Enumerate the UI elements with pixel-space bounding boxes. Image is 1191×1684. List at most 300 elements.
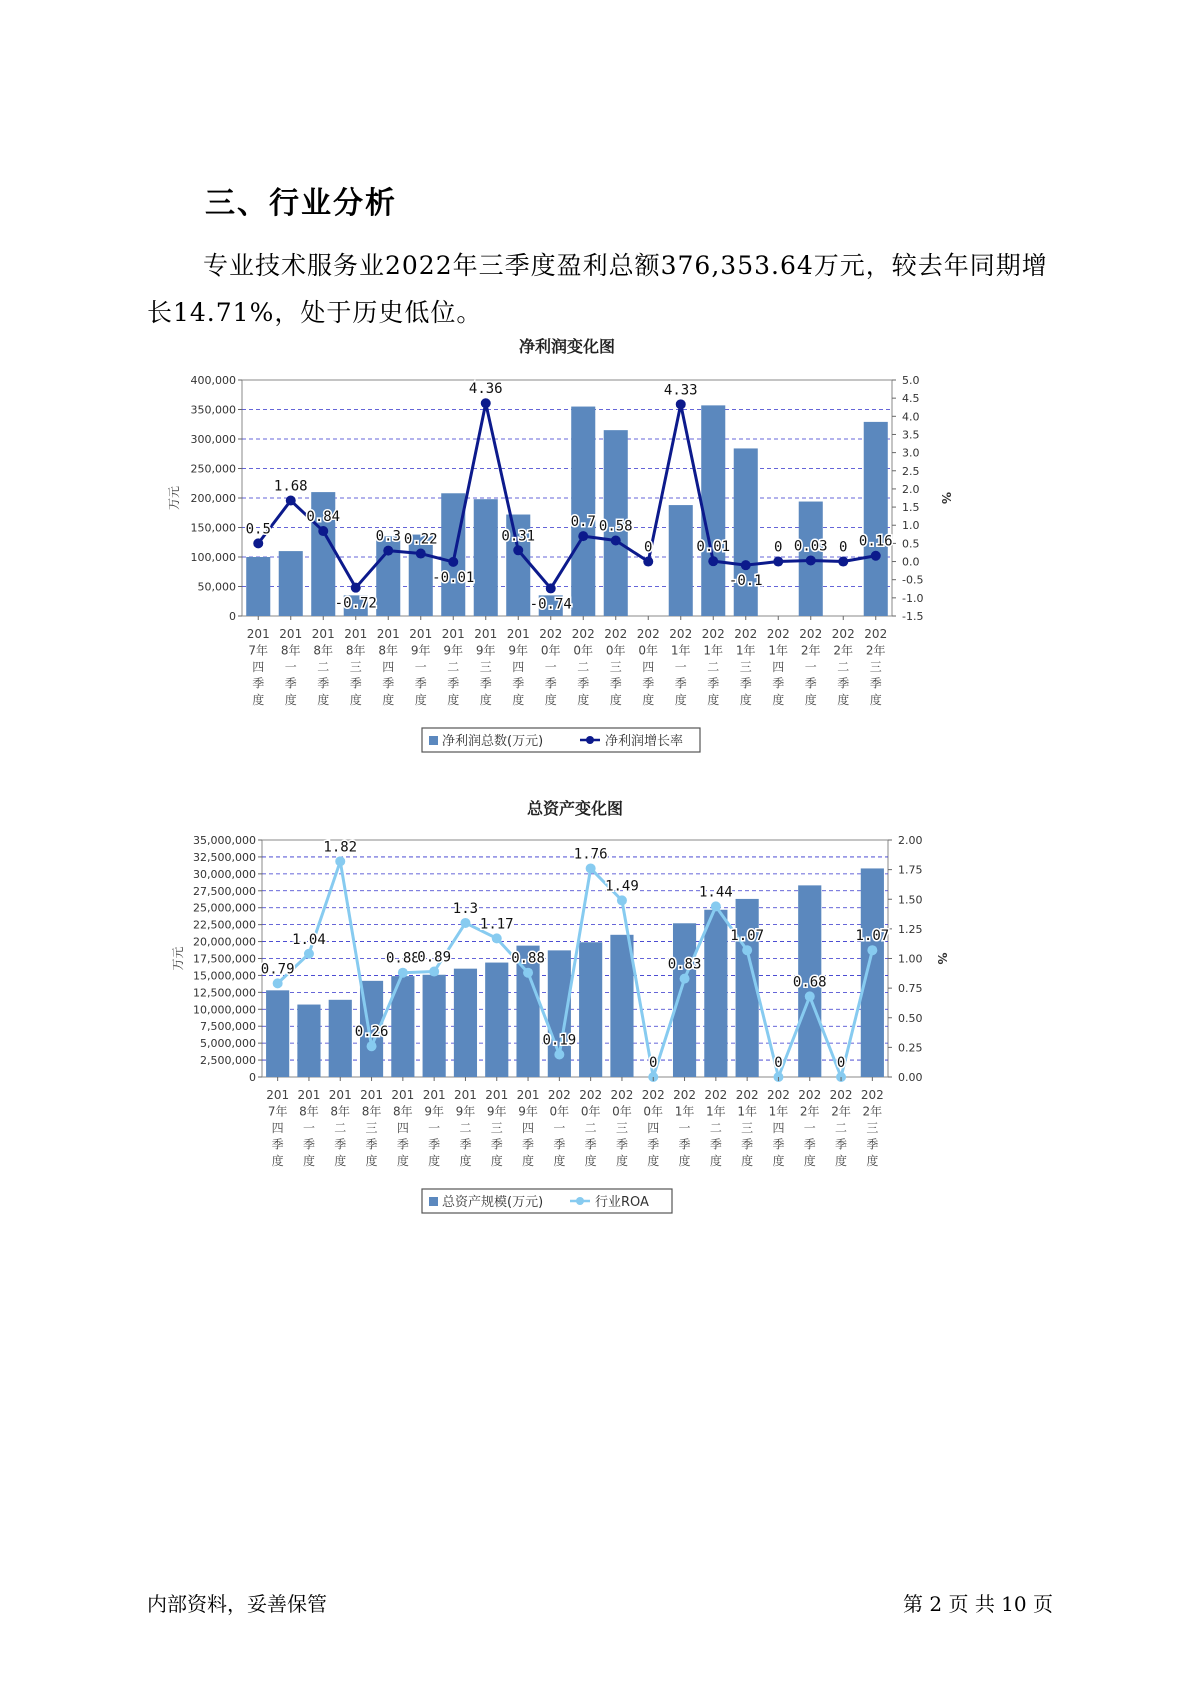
data-label: 4.36 xyxy=(468,381,503,398)
x-axis-tick-label: 季 xyxy=(382,676,395,691)
x-axis-tick-label: 201 xyxy=(360,1088,384,1102)
x-axis-tick-label: 度 xyxy=(741,1154,754,1168)
x-axis-tick-label: 1年 xyxy=(735,643,756,658)
x-axis-tick-label: 8年 xyxy=(330,1104,351,1119)
x-axis-tick-label: 度 xyxy=(365,1154,378,1168)
line-point xyxy=(481,398,491,408)
line-point xyxy=(351,583,361,593)
x-axis-tick-label: 202 xyxy=(829,1088,853,1102)
x-axis-tick-label: 季 xyxy=(459,1137,472,1152)
x-axis-tick-label: 201 xyxy=(506,627,530,641)
x-axis-tick-label: 四 xyxy=(271,1121,284,1135)
legend-bar-swatch xyxy=(429,1197,438,1206)
x-axis-tick-label: 一 xyxy=(553,1121,566,1135)
x-axis-tick-label: 季 xyxy=(772,676,785,691)
line-point xyxy=(304,949,314,959)
x-axis-tick-label: 季 xyxy=(490,1137,503,1152)
right-axis-tick-label: 0.75 xyxy=(898,982,923,996)
x-axis-tick-label: 202 xyxy=(610,1088,634,1102)
left-axis-tick-label: 250,000 xyxy=(190,462,236,476)
x-axis-tick-label: 二 xyxy=(709,1121,722,1135)
x-axis-tick-label: 三 xyxy=(741,1121,754,1135)
x-axis-tick-label: 三 xyxy=(479,660,492,674)
x-axis-tick-label: 季 xyxy=(334,1137,347,1152)
data-label: 1.3 xyxy=(452,900,479,917)
line-point xyxy=(805,991,815,1001)
x-axis-tick-label: 季 xyxy=(835,1137,848,1152)
data-label: 1.17 xyxy=(479,916,514,933)
line-point xyxy=(273,978,283,988)
line-point xyxy=(513,545,523,555)
right-axis-tick-label: 1.75 xyxy=(898,863,923,877)
x-axis-tick-label: 度 xyxy=(334,1154,347,1168)
line-point xyxy=(708,556,718,566)
right-axis-tick-label: 0.0 xyxy=(902,555,920,569)
left-axis-tick-label: 400,000 xyxy=(190,374,236,387)
right-axis-tick-label: 3.0 xyxy=(902,446,920,460)
x-axis-tick-label: 季 xyxy=(804,676,817,691)
data-label: 0.7 xyxy=(570,514,596,531)
line-point xyxy=(586,863,596,873)
x-axis-tick-label: 四 xyxy=(772,1121,785,1135)
x-axis-tick-label: 季 xyxy=(709,1137,722,1152)
x-axis-tick-label: 201 xyxy=(409,627,433,641)
x-axis-tick-label: 季 xyxy=(284,676,297,691)
x-axis-tick-label: 201 xyxy=(474,627,498,641)
right-axis-title: % xyxy=(939,491,953,505)
bar xyxy=(266,990,289,1077)
right-axis-tick-label: 0.25 xyxy=(898,1041,923,1055)
data-label: 0.88 xyxy=(385,950,420,967)
total-assets-chart-svg xyxy=(170,790,970,1235)
left-axis-tick-label: 200,000 xyxy=(190,492,236,505)
right-axis-title: % xyxy=(935,952,949,965)
line-point xyxy=(867,945,877,955)
bar xyxy=(485,963,508,1077)
left-axis-tick-label: 350,000 xyxy=(190,403,236,417)
left-axis-tick-label: 7,500,000 xyxy=(200,1020,256,1034)
left-axis-tick-label: 32,500,000 xyxy=(193,850,256,864)
right-axis-tick-label: -0.5 xyxy=(902,573,924,587)
x-axis-tick-label: 9年 xyxy=(443,643,464,658)
footer-page-number: 第 2 页 共 10 页 xyxy=(903,1592,1053,1616)
x-axis-tick-label: 201 xyxy=(279,627,303,641)
bar xyxy=(246,557,270,616)
x-axis-tick-label: 四 xyxy=(522,1121,535,1135)
total-assets-chart xyxy=(170,790,970,1235)
x-axis-tick-label: 8年 xyxy=(393,1104,413,1119)
x-axis-tick-label: 度 xyxy=(835,1154,848,1168)
x-axis-tick-label: 四 xyxy=(396,1121,409,1135)
x-axis-tick-label: 季 xyxy=(252,676,265,691)
x-axis-tick-label: 季 xyxy=(642,676,655,691)
line-point xyxy=(643,557,653,567)
x-axis-tick-label: 202 xyxy=(539,627,563,641)
x-axis-tick-label: 四 xyxy=(382,660,395,674)
data-label: -0.01 xyxy=(432,569,475,586)
data-label: -0.74 xyxy=(529,596,572,613)
data-label: 0.88 xyxy=(511,950,545,967)
x-axis-tick-label: 202 xyxy=(864,627,888,641)
data-label: 0 xyxy=(774,539,783,556)
x-axis-tick-label: 度 xyxy=(553,1154,566,1168)
x-axis-tick-label: 8年 xyxy=(378,643,399,658)
x-axis-tick-label: 202 xyxy=(766,1088,790,1102)
data-label: 0.58 xyxy=(598,518,633,535)
legend-bar-label: 净利润总数(万元) xyxy=(442,734,544,749)
x-axis-tick-label: 7年 xyxy=(267,1104,288,1119)
x-axis-tick-label: 202 xyxy=(571,627,595,641)
line-point xyxy=(416,549,426,559)
line-point xyxy=(253,538,263,548)
x-axis-tick-label: 度 xyxy=(837,693,850,707)
x-axis-tick-label: 度 xyxy=(447,693,460,707)
x-axis-tick-label: 201 xyxy=(266,1088,290,1102)
x-axis-tick-label: 8年 xyxy=(280,643,301,658)
line-point xyxy=(578,531,588,541)
left-axis-tick-label: 5,000,000 xyxy=(200,1037,256,1051)
x-axis-tick-label: 二 xyxy=(334,1121,347,1135)
line-point xyxy=(838,557,848,567)
x-axis-tick-label: 202 xyxy=(766,627,790,641)
x-axis-tick-label: 度 xyxy=(349,693,362,707)
x-axis-tick-label: 201 xyxy=(311,627,335,641)
x-axis-tick-label: 度 xyxy=(804,693,817,707)
x-axis-tick-label: 季 xyxy=(678,1137,691,1152)
data-label: 1.49 xyxy=(605,878,639,895)
x-axis-tick-label: 度 xyxy=(869,693,882,707)
x-axis-tick-label: 一 xyxy=(428,1121,441,1135)
data-label: 0 xyxy=(774,1055,783,1071)
x-axis-tick-label: 9年 xyxy=(455,1104,476,1119)
x-axis-tick-label: 0年 xyxy=(612,1104,632,1119)
bar xyxy=(454,969,477,1077)
x-axis-tick-label: 季 xyxy=(647,1137,660,1152)
x-axis-tick-label: 度 xyxy=(678,1154,691,1168)
x-axis-tick-label: 202 xyxy=(701,627,725,641)
data-label: -0.72 xyxy=(334,595,377,612)
left-axis-title: 万元 xyxy=(167,485,181,511)
x-axis-tick-label: 季 xyxy=(707,676,720,691)
x-axis-tick-label: 季 xyxy=(803,1137,816,1152)
bar xyxy=(669,505,693,616)
chart-title: 净利润变化图 xyxy=(518,337,616,356)
left-axis-tick-label: 2,500,000 xyxy=(200,1054,256,1068)
x-axis-tick-label: 8年 xyxy=(299,1104,319,1119)
data-label: 1.76 xyxy=(573,846,608,863)
data-label: 0.3 xyxy=(375,528,401,545)
x-axis-tick-label: 201 xyxy=(297,1088,321,1102)
x-axis-tick-label: 季 xyxy=(317,676,330,691)
left-axis-tick-label: 22,500,000 xyxy=(193,918,256,932)
x-axis-tick-label: 201 xyxy=(453,1088,477,1102)
x-axis-tick-label: 三 xyxy=(615,1121,628,1135)
x-axis-tick-label: 季 xyxy=(544,676,557,691)
x-axis-tick-label: 二 xyxy=(577,660,590,674)
x-axis-tick-label: 度 xyxy=(772,693,785,707)
left-axis-tick-label: 300,000 xyxy=(190,433,236,446)
data-label: 4.33 xyxy=(663,382,698,399)
x-axis-tick-label: 度 xyxy=(512,693,525,707)
x-axis-tick-label: 季 xyxy=(414,676,427,691)
data-label: -0.1 xyxy=(728,573,763,590)
data-label: 0.5 xyxy=(245,521,271,538)
x-axis-tick-label: 1年 xyxy=(674,1104,695,1119)
x-axis-tick-label: 二 xyxy=(837,660,850,674)
x-axis-tick-label: 季 xyxy=(866,1137,879,1152)
data-label: 0 xyxy=(839,539,848,556)
x-axis-tick-label: 2年 xyxy=(799,1104,820,1119)
x-axis-tick-label: 度 xyxy=(642,693,655,707)
x-axis-tick-label: 202 xyxy=(831,627,855,641)
line-point xyxy=(367,1041,377,1051)
x-axis-tick-label: 季 xyxy=(447,676,460,691)
x-axis-tick-label: 四 xyxy=(512,660,525,674)
left-axis-tick-label: 50,000 xyxy=(197,580,236,594)
line-point xyxy=(383,546,393,556)
line-point xyxy=(286,496,296,506)
x-axis-tick-label: 季 xyxy=(365,1137,378,1152)
right-axis-tick-label: -1.5 xyxy=(902,610,924,623)
left-axis-tick-label: 0 xyxy=(249,1071,256,1084)
x-axis-tick-label: 201 xyxy=(441,627,465,641)
x-axis-tick-label: 二 xyxy=(459,1121,472,1135)
bar xyxy=(579,942,602,1077)
net-profit-chart-svg xyxy=(167,328,970,773)
x-axis-tick-label: 度 xyxy=(414,693,427,707)
x-axis-tick-label: 8年 xyxy=(345,643,366,658)
line-point xyxy=(448,557,458,567)
legend-bar-label: 总资产规模(万元) xyxy=(442,1195,544,1210)
bar xyxy=(610,935,633,1077)
line-point xyxy=(318,526,328,536)
data-label: 1.82 xyxy=(323,839,358,856)
x-axis-tick-label: 201 xyxy=(391,1088,415,1102)
x-axis-tick-label: 一 xyxy=(678,1121,691,1135)
legend-line-marker xyxy=(576,1197,584,1205)
x-axis-tick-label: 7年 xyxy=(248,643,269,658)
summary-paragraph: 专业技术服务业2022年三季度盈利总额376,353.64万元，较去年同期增长14.71%，处于历史低位。 xyxy=(147,251,1048,327)
x-axis-tick-label: 度 xyxy=(772,1154,785,1168)
left-axis-tick-label: 12,500,000 xyxy=(193,986,256,1000)
legend-line-label: 净利润增长率 xyxy=(605,734,684,749)
x-axis-tick-label: 三 xyxy=(739,660,752,674)
x-axis-tick-label: 201 xyxy=(376,627,400,641)
x-axis-tick-label: 201 xyxy=(344,627,368,641)
legend-line-marker xyxy=(586,736,594,744)
bar xyxy=(279,551,303,616)
x-axis-tick-label: 0年 xyxy=(549,1104,570,1119)
x-axis-tick-label: 季 xyxy=(428,1137,441,1152)
x-axis-tick-label: 201 xyxy=(246,627,270,641)
x-axis-tick-label: 201 xyxy=(485,1088,509,1102)
x-axis-tick-label: 季 xyxy=(577,676,590,691)
x-axis-tick-label: 三 xyxy=(349,660,362,674)
data-label: 1.68 xyxy=(273,478,308,495)
x-axis-tick-label: 季 xyxy=(479,676,492,691)
x-axis-tick-label: 度 xyxy=(479,693,492,707)
x-axis-tick-label: 2年 xyxy=(831,1104,851,1119)
x-axis-tick-label: 0年 xyxy=(643,1104,664,1119)
x-axis-tick-label: 度 xyxy=(284,693,297,707)
x-axis-tick-label: 度 xyxy=(577,693,590,707)
right-axis-tick-label: 1.5 xyxy=(902,501,920,515)
line-point xyxy=(335,856,345,866)
right-axis-tick-label: 1.0 xyxy=(902,519,920,533)
data-label: 0.68 xyxy=(792,974,827,991)
right-axis-tick-label: 4.5 xyxy=(902,392,920,406)
x-axis-tick-label: 季 xyxy=(869,676,882,691)
data-label: 0.22 xyxy=(403,531,438,548)
x-axis-tick-label: 度 xyxy=(271,1154,284,1168)
x-axis-tick-label: 202 xyxy=(798,1088,822,1102)
footer-confidential-note: 内部资料，妥善保管 xyxy=(147,1592,327,1616)
bar xyxy=(734,448,758,616)
right-axis-tick-label: 0.00 xyxy=(898,1071,923,1084)
left-axis-tick-label: 100,000 xyxy=(190,551,236,564)
data-label: 0 xyxy=(836,1055,846,1071)
x-axis-tick-label: 度 xyxy=(459,1154,472,1168)
line-point xyxy=(398,968,408,978)
left-axis-tick-label: 25,000,000 xyxy=(193,901,256,915)
x-axis-tick-label: 9年 xyxy=(486,1104,507,1119)
right-axis-tick-label: 1.50 xyxy=(898,893,923,907)
x-axis-tick-label: 9年 xyxy=(508,643,529,658)
right-axis-tick-label: 2.0 xyxy=(902,482,920,496)
x-axis-tick-label: 9年 xyxy=(410,643,431,658)
x-axis-tick-label: 一 xyxy=(284,660,297,674)
x-axis-tick-label: 季 xyxy=(512,676,525,691)
x-axis-tick-label: 1年 xyxy=(768,643,789,658)
line-point xyxy=(871,551,881,561)
x-axis-tick-label: 季 xyxy=(396,1137,409,1152)
x-axis-tick-label: 201 xyxy=(328,1088,352,1102)
x-axis-tick-label: 季 xyxy=(522,1137,535,1152)
x-axis-tick-label: 季 xyxy=(302,1137,315,1152)
line-point xyxy=(460,918,470,928)
x-axis-tick-label: 度 xyxy=(428,1154,441,1168)
x-axis-tick-label: 度 xyxy=(615,1154,628,1168)
x-axis-tick-label: 度 xyxy=(866,1154,879,1168)
left-axis-tick-label: 17,500,000 xyxy=(193,952,256,966)
net-profit-chart xyxy=(167,328,970,773)
x-axis-tick-label: 2年 xyxy=(862,1104,883,1119)
x-axis-tick-label: 0年 xyxy=(573,643,594,658)
x-axis-tick-label: 202 xyxy=(604,627,628,641)
line-point xyxy=(546,583,556,593)
x-axis-tick-label: 201 xyxy=(516,1088,540,1102)
x-axis-tick-label: 度 xyxy=(252,693,265,707)
data-label: 0.83 xyxy=(667,956,702,973)
right-axis-tick-label: 3.5 xyxy=(902,428,920,442)
right-axis-tick-label: 5.0 xyxy=(902,374,920,387)
line-point xyxy=(741,560,751,570)
x-axis-tick-label: 度 xyxy=(609,693,622,707)
left-axis-tick-label: 27,500,000 xyxy=(193,884,256,898)
data-label: 0.84 xyxy=(306,509,341,526)
x-axis-tick-label: 季 xyxy=(772,1137,785,1152)
left-axis-tick-label: 15,000,000 xyxy=(193,969,256,983)
x-axis-tick-label: 1年 xyxy=(706,1104,726,1119)
line-point xyxy=(711,901,721,911)
left-axis-title: 万元 xyxy=(171,946,185,971)
bar xyxy=(704,910,727,1077)
x-axis-tick-label: 季 xyxy=(739,676,752,691)
x-axis-tick-label: 二 xyxy=(835,1121,848,1135)
legend-bar-swatch xyxy=(429,736,438,745)
x-axis-tick-label: 季 xyxy=(349,676,362,691)
x-axis-tick-label: 季 xyxy=(609,676,622,691)
bar xyxy=(474,499,498,616)
bar xyxy=(297,1005,320,1077)
line-point xyxy=(611,535,621,545)
x-axis-tick-label: 202 xyxy=(734,627,758,641)
left-axis-tick-label: 0 xyxy=(229,610,236,623)
legend-line-label: 行业ROA xyxy=(595,1195,649,1210)
x-axis-tick-label: 202 xyxy=(735,1088,759,1102)
data-label: 0.01 xyxy=(696,539,731,556)
data-label: 0.26 xyxy=(354,1024,389,1041)
x-axis-tick-label: 202 xyxy=(636,627,660,641)
x-axis-tick-label: 季 xyxy=(674,676,687,691)
x-axis-tick-label: 度 xyxy=(709,1154,722,1168)
x-axis-tick-label: 一 xyxy=(803,1121,816,1135)
x-axis-tick-label: 一 xyxy=(414,660,427,674)
x-axis-tick-label: 9年 xyxy=(424,1104,444,1119)
x-axis-tick-label: 2年 xyxy=(800,643,821,658)
x-axis-tick-label: 三 xyxy=(609,660,622,674)
bar xyxy=(329,1000,352,1077)
x-axis-tick-label: 8年 xyxy=(361,1104,382,1119)
data-label: 1.07 xyxy=(730,928,765,945)
right-axis-tick-label: 1.00 xyxy=(898,952,923,966)
x-axis-tick-label: 202 xyxy=(673,1088,697,1102)
right-axis-tick-label: 2.00 xyxy=(898,834,923,847)
x-axis-tick-label: 202 xyxy=(799,627,823,641)
x-axis-tick-label: 三 xyxy=(866,1121,879,1135)
x-axis-tick-label: 三 xyxy=(490,1121,503,1135)
x-axis-tick-label: 季 xyxy=(271,1137,284,1152)
x-axis-tick-label: 三 xyxy=(365,1121,378,1135)
data-label: 0.03 xyxy=(793,538,828,555)
data-label: 0.79 xyxy=(260,961,295,978)
x-axis-tick-label: 9年 xyxy=(518,1104,538,1119)
right-axis-tick-label: 0.50 xyxy=(898,1011,923,1025)
bar xyxy=(571,407,595,616)
x-axis-tick-label: 202 xyxy=(704,1088,728,1102)
data-label: 0 xyxy=(649,1055,658,1071)
x-axis-tick-label: 度 xyxy=(317,693,330,707)
x-axis-tick-label: 度 xyxy=(584,1154,597,1168)
left-axis-tick-label: 35,000,000 xyxy=(193,834,256,847)
x-axis-tick-label: 二 xyxy=(447,660,460,674)
x-axis-tick-label: 0年 xyxy=(540,643,561,658)
x-axis-tick-label: 8年 xyxy=(313,643,334,658)
x-axis-tick-label: 2年 xyxy=(833,643,854,658)
right-axis-tick-label: 2.5 xyxy=(902,464,920,478)
line-point xyxy=(773,557,783,567)
x-axis-tick-label: 0年 xyxy=(605,643,626,658)
x-axis-tick-label: 二 xyxy=(707,660,720,674)
x-axis-tick-label: 202 xyxy=(860,1088,884,1102)
x-axis-tick-label: 202 xyxy=(669,627,693,641)
x-axis-tick-label: 季 xyxy=(553,1137,566,1152)
x-axis-tick-label: 度 xyxy=(674,693,687,707)
x-axis-tick-label: 三 xyxy=(869,660,882,674)
x-axis-tick-label: 四 xyxy=(642,660,655,674)
data-label: 1.44 xyxy=(698,884,733,901)
data-label: 0.19 xyxy=(542,1032,577,1049)
